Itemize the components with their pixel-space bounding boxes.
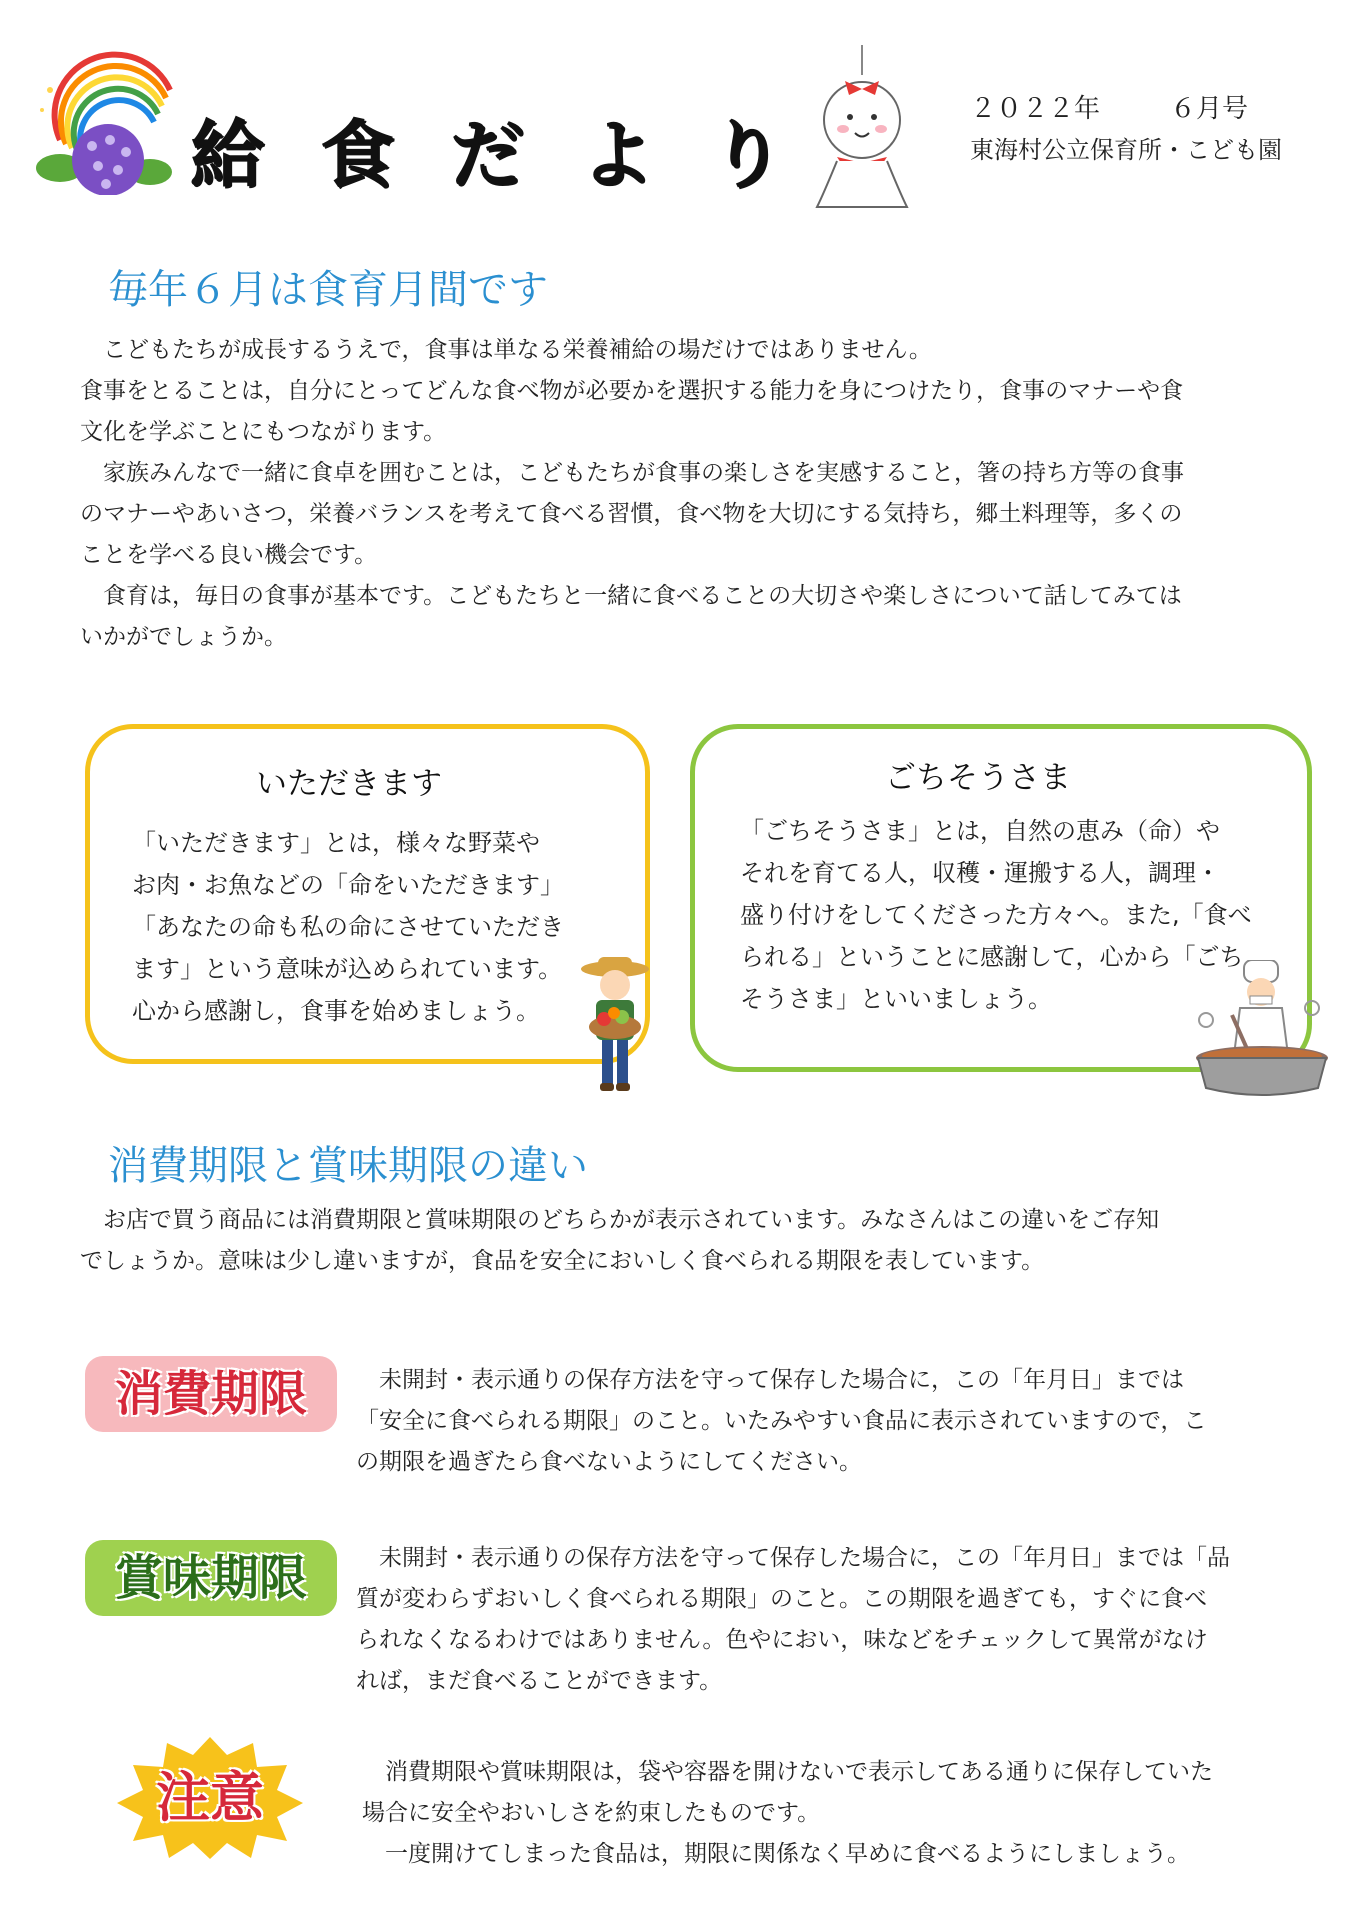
shouhi-kigen-definition <box>356 1360 1291 1483</box>
body-line: 食育は，毎日の食事が基本です。こどもたちと一緒に食べることの大切さや楽しさについて話してみては <box>103 583 1182 609</box>
title-char: り <box>710 112 784 198</box>
definition-line: 未開封・表示通りの保存方法を守って保存した場合に，この「年月日」までは「品 <box>379 1545 1230 1571</box>
farmer-illustration <box>578 955 653 1095</box>
itadakimasu-line: 心から感謝し，食事を始めましょう。 <box>132 997 540 1025</box>
section-heading-expiration-dates: 消費期限と賞味期限の違い <box>108 1143 588 1189</box>
definition-line: 未開封・表示通りの保存方法を守って保存した場合に，この「年月日」までは <box>379 1367 1184 1393</box>
caution-line: 場合に安全やおいしさを約束したものです。 <box>362 1800 821 1826</box>
gochisousama-line: それを育てる人，収穫・運搬する人，調理・ <box>740 859 1220 887</box>
title-char: よ <box>580 112 654 198</box>
itadakimasu-line: 「いただきます」とは，様々な野菜や <box>132 829 540 857</box>
caution-line: 一度開けてしまった食品は，期限に関係なく早めに食べるようにしましょう。 <box>385 1841 1190 1867</box>
body-line: のマナーやあいさつ，栄養バランスを考えて食べる習慣，食べ物を大切にする気持ち，郷土料理等，多くの <box>80 501 1183 527</box>
itadakimasu-line: ます」という意味が込められています。 <box>132 955 563 983</box>
caution-badge <box>115 1735 305 1860</box>
title-char: 給 <box>190 112 264 198</box>
body-line: 食事をとることは，自分にとってどんな食べ物が必要かを選択する能力を身につけたり，食事のマナーや食 <box>80 378 1184 404</box>
body-line: こどもたちが成長するうえで，食事は単なる栄養補給の場だけではありません。 <box>103 337 932 363</box>
issue-month: ６月号 <box>1170 94 1249 124</box>
intro-line: でしょうか。意味は少し違いますが，食品を安全においしく食べられる期限を表しています。 <box>80 1248 1045 1274</box>
shoumi-kigen-definition <box>356 1538 1291 1702</box>
section-heading-food-education-month: 毎年６月は食育月間です <box>108 267 548 313</box>
itadakimasu-line: 「あなたの命も私の命にさせていただき <box>132 913 564 941</box>
definition-line: 「安全に食べられる期限」のこと。いたみやすい食品に表示されていますので，こ <box>356 1408 1207 1434</box>
body-line: いかがでしょうか。 <box>80 624 287 650</box>
definition-line: の期限を過ぎたら食べないようにしてください。 <box>356 1449 862 1475</box>
gochisousama-line: そうさま」といいましょう。 <box>740 985 1052 1013</box>
title-char: 食 <box>320 112 394 198</box>
body-line: 家族みんなで一緒に食卓を囲むことは，こどもたちが食事の楽しさを実感すること，箸の持ち方等の食事 <box>103 460 1184 486</box>
gochisousama-line: られる」ということに感謝して，心から「ごち <box>740 943 1244 971</box>
gochisousama-line: 盛り付けをしてくださった方々へ。また,「食べ <box>740 901 1252 929</box>
itadakimasu-title: いただきます <box>256 766 442 802</box>
issue-year: ２０２２年 <box>970 94 1101 124</box>
shouhi-kigen-badge: 消費期限 <box>85 1356 337 1432</box>
title-char: だ <box>450 112 524 198</box>
issue-date <box>970 88 1248 125</box>
caution-line: 消費期限や賞味期限は，袋や容器を開けないで表示してある通りに保存していた <box>385 1759 1213 1785</box>
expiration-intro <box>80 1200 1280 1282</box>
itadakimasu-text <box>132 822 564 1032</box>
cook-with-pot-illustration <box>1192 960 1332 1100</box>
teru-teru-bozu-illustration <box>815 45 910 210</box>
shoumi-kigen-badge: 賞味期限 <box>85 1540 337 1616</box>
organization-name: 東海村公立保育所・こども園 <box>970 136 1282 164</box>
itadakimasu-line: お肉・お魚などの「命をいただきます」 <box>132 871 564 899</box>
caution-text <box>362 1752 1297 1875</box>
caution-label: 注意 <box>156 1766 264 1829</box>
rainbow-hydrangea-illustration <box>30 50 175 195</box>
food-education-body <box>80 330 1280 658</box>
intro-line: お店で買う商品には消費期限と賞味期限のどちらかが表示されています。みなさんはこの違いをご存知 <box>103 1207 1160 1233</box>
gochisousama-text <box>740 810 1252 1020</box>
gochisousama-title: ごちそうさま <box>885 760 1071 796</box>
definition-line: 質が変わらずおいしく食べられる期限」のこと。この期限を過ぎても，すぐに食べ <box>356 1586 1207 1612</box>
body-line: 文化を学ぶことにもつながります。 <box>80 419 447 445</box>
definition-line: れば，まだ食べることができます。 <box>356 1668 723 1694</box>
gochisousama-line: 「ごちそうさま」とは，自然の恵み（命）や <box>740 817 1220 845</box>
definition-line: られなくなるわけではありません。色やにおい，味などをチェックして異常がなけ <box>356 1627 1208 1653</box>
body-line: ことを学べる良い機会です。 <box>80 542 378 568</box>
